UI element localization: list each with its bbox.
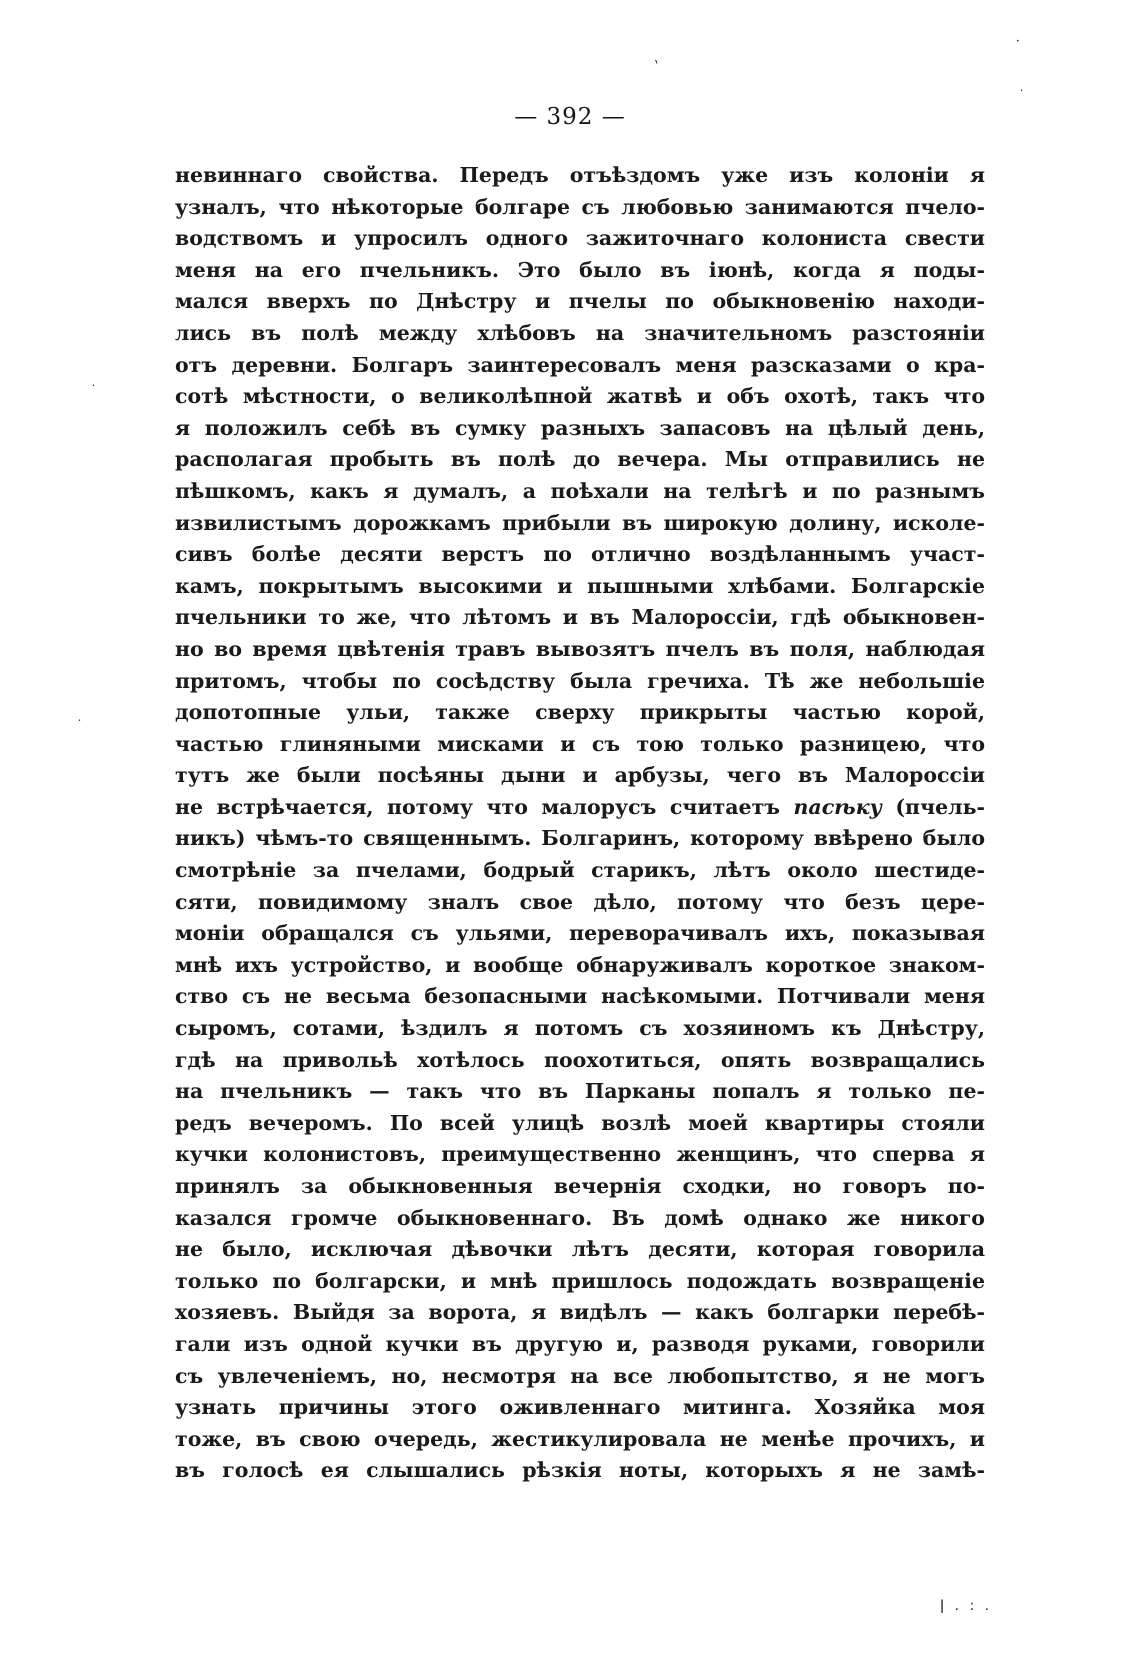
text-line: но во время цвѣтенія травъ вывозятъ пчелъ въ поля, наблюдая xyxy=(175,636,985,661)
text-line: моніи обращался съ ульями, переворачивалъ ихъ, показывая xyxy=(175,921,985,946)
scan-speck: • xyxy=(1020,88,1023,94)
text-line: отъ деревни. Болгаръ заинтересовалъ меня разсказами о кра- xyxy=(175,352,985,377)
text-line: частью глиняными мисками и съ тою только разницею, что xyxy=(175,731,985,756)
text-line: тутъ же были посѣяны дыни и арбузы, чего въ Малороссіи xyxy=(175,763,985,788)
text-line: притомъ, чтобы по сосѣдству была гречиха. Тѣ же небольшіе xyxy=(175,668,985,693)
text-line xyxy=(175,792,985,824)
text-line: хозяевъ. Выйдя за ворота, я видѣлъ — какъ болгарки перебѣ- xyxy=(175,1300,985,1325)
text-line: узналъ, что нѣкоторые болгаре съ любовью занимаются пчело- xyxy=(175,194,985,219)
scan-speck: • xyxy=(78,718,81,724)
text-line: невиннаго свойства. Передъ отъѣздомъ уже изъ колоніи я xyxy=(175,163,985,187)
text-run: (пчель- xyxy=(881,794,985,819)
text-line: водствомъ и упросилъ одного зажиточнаго колониста свести xyxy=(175,226,985,251)
text-line: редъ вечеромъ. По всей улицѣ возлѣ моей квартиры стояли xyxy=(175,1110,985,1135)
text-line: мнѣ ихъ устройство, и вообще обнаруживалъ короткое знаком- xyxy=(175,952,985,977)
text-line: тоже, въ свою очередь, жестикулировала не менѣе прочихъ, и xyxy=(175,1426,985,1451)
text-line: кучки колонистовъ, преимущественно женщинъ, что сперва я xyxy=(175,1142,985,1167)
text-line: гдѣ на привольѣ хотѣлось поохотиться, опять возвращались xyxy=(175,1047,985,1072)
text-line: меня на его пчельникъ. Это было въ іюнѣ, когда я поды- xyxy=(175,257,985,282)
text-line: узнать причины этого оживленнаго митинга. Хозяйка моя xyxy=(175,1395,985,1420)
italic-word: пасѣку xyxy=(793,794,882,819)
text-line: лись въ полѣ между хлѣбовъ на значительномъ разстояніи xyxy=(175,320,985,345)
text-line: сивъ болѣе десяти верстъ по отлично воздѣланнымъ участ- xyxy=(175,542,985,567)
scan-speck: • xyxy=(1016,38,1020,45)
text-line: гали изъ одной кучки въ другую и, разводя руками, говорили xyxy=(175,1331,985,1356)
text-line: казался громче обыкновеннаго. Въ домѣ однако же никого xyxy=(175,1205,985,1230)
text-run: не встрѣчается, потому что малорусъ считаетъ xyxy=(175,794,794,819)
text-line: располагая пробыть въ полѣ до вечера. Мы отправились не xyxy=(175,447,985,472)
text-line: съ увлеченіемъ, но, несмотря на все любопытство, я не могъ xyxy=(175,1363,985,1388)
text-line: извилистымъ дорожкамъ прибыли въ широкую долину, исколе- xyxy=(175,510,985,535)
text-line: я положилъ себѣ въ сумку разныхъ запасовъ на цѣлый день, xyxy=(175,415,985,440)
scan-speck: ǀ . : . xyxy=(940,1598,993,1614)
scan-speck: ˋ xyxy=(647,57,663,78)
text-line: сяти, повидимому зналъ свое дѣло, потому что безъ цере- xyxy=(175,889,985,914)
text-line: сыромъ, сотами, ѣздилъ я потомъ съ хозяиномъ къ Днѣстру, xyxy=(175,1016,985,1041)
text-line: камъ, покрытымъ высокими и пышными хлѣбами. Болгарскіе xyxy=(175,573,985,598)
body-text xyxy=(175,160,985,1487)
text-line: принялъ за обыкновенныя вечернія сходки, но говоръ по- xyxy=(175,1174,985,1198)
text-line: не было, исключая дѣвочки лѣтъ десяти, которая говорила xyxy=(175,1237,985,1262)
page-number: — 392 — xyxy=(514,104,626,130)
text-line: допотопные ульи, также сверху прикрыты частью корой, xyxy=(175,700,985,725)
text-line: мался вверхъ по Днѣстру и пчелы по обыкновенію находи- xyxy=(175,289,985,314)
text-line: на пчельникъ — такъ что въ Парканы попалъ я только пе- xyxy=(175,1079,985,1104)
text-line: пѣшкомъ, какъ я думалъ, а поѣхали на телѣгѣ и по разнымъ xyxy=(175,478,985,503)
text-line: смотрѣніе за пчелами, бодрый старикъ, лѣтъ около шестиде- xyxy=(175,858,985,883)
text-line: только по болгарски, и мнѣ пришлось подождать возвращеніе xyxy=(175,1268,985,1293)
scan-speck: • xyxy=(92,383,95,389)
text-line: въ голосѣ ея слышались рѣзкія ноты, которыхъ я не замѣ- xyxy=(175,1458,985,1483)
text-line: никъ) чѣмъ-то священнымъ. Болгаринъ, которому ввѣрено было xyxy=(175,826,985,851)
text-line: ство съ не весьма безопасными насѣкомыми. Потчивали меня xyxy=(175,984,985,1009)
text-line: пчельники то же, что лѣтомъ и въ Малороссіи, гдѣ обыкновен- xyxy=(175,605,985,630)
text-line: сотѣ мѣстности, о великолѣпной жатвѣ и объ охотѣ, такъ что xyxy=(175,384,985,409)
